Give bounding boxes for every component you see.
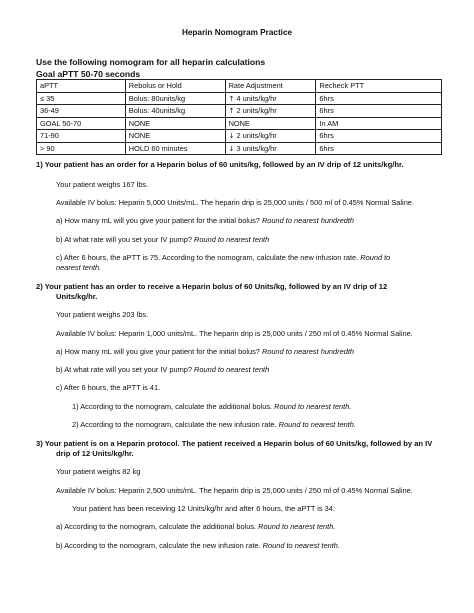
question-1-part-c: c) After 6 hours, the aPTT is 75. According to the nomogram, calculate the new infusion rate. Round to — [56, 253, 391, 262]
recheck-cell: In AM — [316, 117, 442, 130]
nomogram-instruction: Use the following nomogram for all heparin calculations — [36, 57, 266, 67]
question-3-part-a: a) According to the nomogram, calculate the additional bolus. Round to nearest tenth. — [56, 522, 336, 531]
up-arrow-icon: ↑ — [228, 107, 235, 116]
recheck-cell: 6hrs — [316, 142, 442, 155]
aptt-cell: ≤ 35 — [37, 92, 126, 105]
rate-value: 2 units/kg/hr — [236, 131, 277, 141]
rate-value: 2 units/kg/hr — [236, 106, 277, 116]
question-2-heading-continued: Units/kg/hr. — [56, 292, 98, 301]
recheck-cell: 6hrs — [316, 92, 442, 105]
aptt-cell: 36-49 — [37, 105, 126, 118]
question-3-part-b: b) According to the nomogram, calculate the new infusion rate. Round to nearest tenth. — [56, 541, 340, 550]
question-2-weight: Your patient weighs 203 lbs. — [56, 310, 149, 319]
question-1-part-b: b) At what rate will you set your IV pump? Round to nearest tenth — [56, 235, 270, 244]
table-row — [37, 92, 442, 105]
rebolus-cell: NONE — [125, 117, 225, 130]
rate-value: 3 units/kg/hr — [236, 143, 277, 153]
question-2-part-b: b) At what rate will you set your IV pump? Round to nearest tenth — [56, 365, 270, 374]
question-1-part-c-continued: nearest tenth. — [56, 263, 102, 272]
up-arrow-icon: ↑ — [228, 94, 235, 103]
question-2-heading: 2) Your patient has an order to receive a Heparin bolus of 60 Units/kg, followed by an IV drip of 12 — [36, 282, 388, 291]
question-2-part-c2: 2) According to the nomogram, calculate the new infusion rate. Round to nearest tenth. — [72, 420, 356, 429]
table-row — [37, 130, 442, 143]
rate-cell — [225, 105, 316, 118]
rate-cell: NONE — [225, 117, 316, 130]
question-1-heading: 1) Your patient has an order for a Heparin bolus of 60 units/kg, followed by an IV drip of 12 units/kg/hr. — [36, 160, 404, 169]
question-3-receiving: Your patient has been receiving 12 Units/kg/hr and after 6 hours, the aPTT is 34. — [72, 504, 335, 513]
table-row — [37, 117, 442, 130]
rebolus-cell: HOLD 60 minutes — [125, 142, 225, 155]
question-1-weight: Your patient weighs 167 lbs. — [56, 180, 149, 189]
rate-cell — [225, 92, 316, 105]
question-2-available: Available IV bolus: Heparin 1,000 units/mL. The heparin drip is 25,000 units / 250 ml of 0.45% Normal Saline. — [56, 329, 413, 338]
recheck-cell: 6hrs — [316, 130, 442, 143]
goal-aptt: Goal aPTT 50-70 seconds — [36, 69, 141, 79]
page-title: Heparin Nomogram Practice — [181, 28, 293, 37]
question-3-available: Available IV bolus: Heparin 2,500 units/mL. The heparin drip is 25,000 units / 250 ml of 0.45% Normal Saline. — [56, 486, 413, 495]
column-header-rate: Rate Adjustment — [225, 80, 316, 93]
nomogram-table — [36, 79, 442, 155]
table-row — [37, 105, 442, 118]
down-arrow-icon: ↓ — [228, 132, 235, 141]
rate-value: 4 units/kg/hr — [236, 93, 277, 103]
rebolus-cell: Bolus: 40units/kg — [125, 105, 225, 118]
rate-cell — [225, 142, 316, 155]
column-header-aptt: aPTT — [37, 80, 126, 93]
column-header-recheck: Recheck PTT — [316, 80, 442, 93]
aptt-cell: GOAL 50-70 — [37, 117, 126, 130]
aptt-cell: > 90 — [37, 142, 126, 155]
question-1-available: Available IV bolus: Heparin 5,000 Units/mL. The heparin drip is 25,000 units / 500 ml of 0.45% Normal Saline. — [56, 198, 414, 207]
question-2-part-a: a) How many mL will you give your patient for the initial bolus? Round to nearest hundredth — [56, 347, 354, 356]
column-header-rebolus: Rebolus or Hold — [125, 80, 225, 93]
question-2-part-c1: 1) According to the nomogram, calculate the additional bolus. Round to nearest tenth. — [72, 402, 352, 411]
rebolus-cell: NONE — [125, 130, 225, 143]
question-2-part-c: c) After 6 hours, the aPTT is 41. — [56, 383, 161, 392]
table-row — [37, 142, 442, 155]
rebolus-cell: Bolus: 80units/kg — [125, 92, 225, 105]
question-1-part-a: a) How many mL will you give your patient for the initial bolus? Round to nearest hundredth — [56, 216, 354, 225]
down-arrow-icon: ↓ — [228, 144, 235, 153]
recheck-cell: 6hrs — [316, 105, 442, 118]
question-3-heading: 3) Your patient is on a Heparin protocol. The patient received a Heparin bolus of 60 Units/kg, followed by an IV — [36, 439, 433, 448]
question-3-heading-continued: drip of 12 Units/kg/hr. — [56, 449, 134, 458]
table-header-row — [37, 80, 442, 93]
rate-cell — [225, 130, 316, 143]
aptt-cell: 71-90 — [37, 130, 126, 143]
question-3-weight: Your patient weighs 82 kg — [56, 467, 141, 476]
